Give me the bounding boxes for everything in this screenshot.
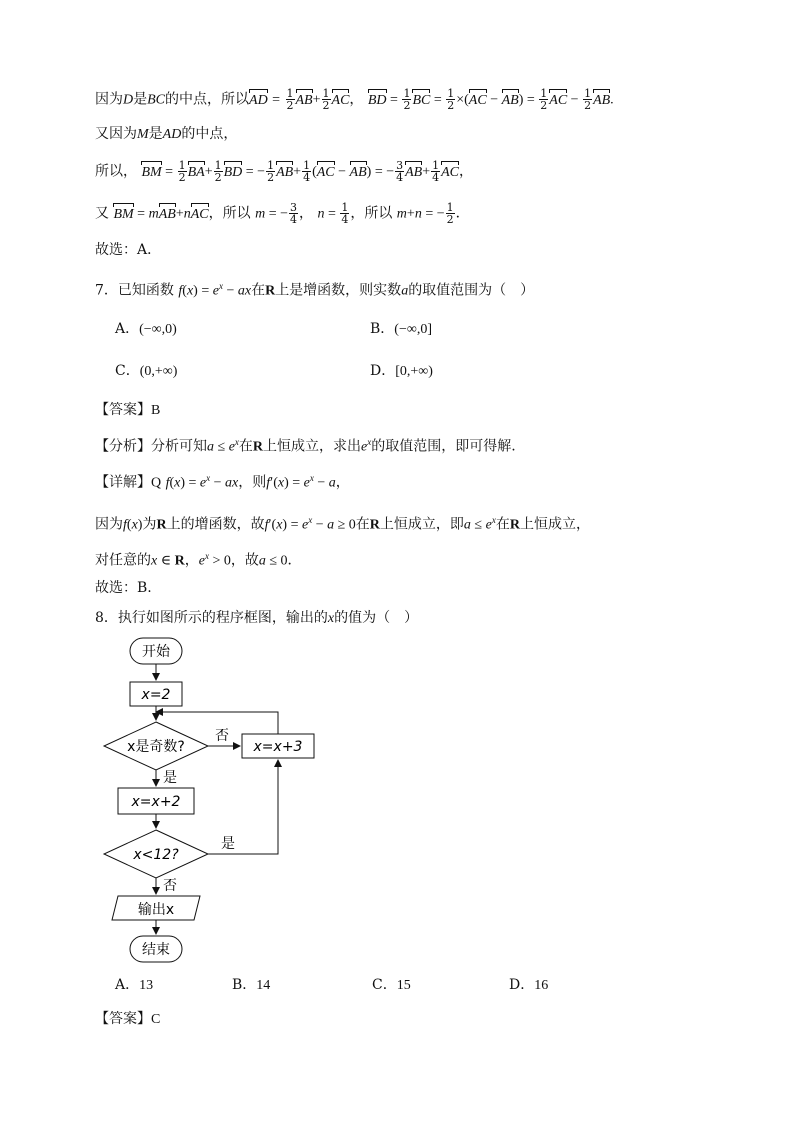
text: 分析可知 (151, 438, 207, 455)
flow-odd-text: x是奇数? (127, 739, 185, 755)
flow-end-text: 结束 (142, 942, 170, 958)
text: ， (184, 552, 199, 569)
option-value: 16 (534, 978, 549, 993)
answer-line-6: 故选：A． (95, 242, 162, 258)
solution-line-1: 因为D是BC的中点，所以AD = $\frac{1}{2}$ AB+ $\frac{1}{2}$ AC， BD = $\frac{1}{2}$ BC = $\frac{1}{2}$ ×(AC − AB) = $\frac{1}{2}$ AC − $\frac{1}{2}$ AB. (95, 87, 614, 112)
text: 7．已知函数 (95, 282, 174, 299)
q8-option-c[interactable] (372, 975, 411, 996)
answer-value: C (151, 1012, 161, 1027)
flow-no1-label: 否 (215, 728, 229, 744)
q7-detail-3: 对任意的x ∈ R，$e^x > 0$，故a ≤ 0． (95, 551, 302, 569)
text: 的取值范围为（ ） (408, 282, 535, 299)
answer-tag: 【答案】 (95, 402, 151, 418)
flow-init-text: x=2 (141, 687, 171, 703)
option-label: A． (115, 977, 140, 993)
text: 在 (355, 516, 370, 533)
text: 的值为（ ） (334, 610, 419, 626)
text: 又 (95, 205, 109, 222)
text: 在 (238, 438, 253, 455)
flow-yes2-label: 是 (221, 836, 235, 852)
q8-option-d[interactable] (509, 975, 548, 996)
answer-value: B (151, 403, 161, 418)
flow-less12-text: x<12? (133, 847, 179, 863)
text: ． (287, 552, 302, 569)
text: 的中点，所以 (165, 91, 250, 108)
text: ， (349, 91, 364, 108)
flow-add2-text: x=x+2 (131, 794, 181, 810)
option-value: 13 (139, 978, 154, 993)
text: 为 (142, 516, 157, 533)
flowchart (0, 632, 794, 972)
text: Q (151, 475, 162, 491)
q7-option-d[interactable] (370, 361, 433, 382)
q7-detail-1: 【详解】Q $f(x) = e^x$ − ax，则$f'(x) = e^x - a$， (95, 473, 350, 491)
option-value: (0,+∞) (139, 364, 178, 379)
option-value: 15 (396, 978, 411, 993)
solution-line-4: 又 BM = mAB+nAC，所以 m = − $\frac{3}{4}$ ， n = $\frac{1}{4}$ ，所以 m+n = − $\frac{1}{2}$ ． (95, 201, 470, 226)
text: ． (455, 205, 470, 222)
flow-start-text: 开始 (142, 644, 170, 660)
solution-line-2: 又因为M是AD的中点， (95, 126, 238, 142)
option-label: B． (370, 321, 395, 337)
question-8-stem: 8．执行如图所示的程序框图，输出的x的值为（ ） (95, 610, 419, 626)
text: 是 (133, 91, 148, 108)
text: 是 (148, 126, 163, 142)
option-label: C． (115, 363, 140, 379)
detail-tag: 【详解】 (95, 474, 151, 491)
question-7-stem: 7．已知函数 $f(x) = e^x$ − ax在R上是增函数，则实数a的取值范围为（ ） (95, 281, 535, 299)
q7-answer (95, 400, 160, 421)
q8-option-b[interactable] (232, 975, 270, 996)
text: 对任意的 (95, 552, 151, 569)
option-value: (−∞,0] (394, 322, 432, 337)
q8-answer (95, 1009, 160, 1030)
option-label: D． (509, 977, 535, 993)
q8-option-a[interactable] (115, 975, 153, 996)
text: 在 (495, 516, 510, 533)
text: 所以， (95, 163, 137, 180)
text: ，所以 (208, 205, 251, 222)
option-label: C． (372, 977, 397, 993)
q7-detail-2: 因为f(x)为R上的增函数，故$f'(x) = e^x - a \ge 0$在R上恒成立，即$a \le e^x$在R上恒成立， (95, 515, 590, 533)
text: ，则 (238, 474, 267, 491)
analysis-tag: 【分析】 (95, 438, 151, 455)
solution-line-3: 所以， BM = $\frac{1}{2}$ BA+ $\frac{1}{2}$ BD = − $\frac{1}{2}$ AB+ $\frac{1}{4}$ (AC − AB) = − $\frac{3}{4}$ AB+ $\frac{1}{4}$ AC， (95, 159, 474, 184)
text: 上恒成立， (519, 516, 590, 533)
text: ，所以 (350, 205, 393, 222)
text: ，故 (230, 552, 259, 569)
q7-option-b[interactable] (370, 319, 432, 340)
text: 在 (251, 282, 266, 299)
flow-output-text: 输出x (137, 902, 175, 918)
q7-option-c[interactable] (115, 361, 177, 382)
text: 8．执行如图所示的程序框图，输出的 (95, 610, 328, 626)
flow-add3-text: x=x+3 (253, 739, 303, 755)
text: 又因为 (95, 126, 137, 142)
q7-choose: 故选：B. (95, 580, 152, 596)
option-value: [0,+∞) (395, 364, 433, 379)
text: 上恒成立，求出 (263, 438, 362, 455)
text: ， (298, 205, 313, 222)
option-label: A． (115, 321, 140, 337)
flow-yes1-label: 是 (163, 770, 177, 786)
flow-no2-label: 否 (163, 878, 177, 894)
text: 上是增函数，则实数 (275, 282, 402, 299)
option-label: D． (370, 363, 396, 379)
text: 因为 (95, 91, 123, 108)
text: 上的增函数，故 (166, 516, 265, 533)
option-value: (−∞,0) (139, 322, 177, 337)
answer-tag: 【答案】 (95, 1011, 151, 1027)
text: 上恒成立，即 (379, 516, 464, 533)
q7-option-a[interactable] (115, 319, 177, 340)
option-value: 14 (256, 978, 271, 993)
text: ， (335, 474, 350, 491)
option-label: B． (232, 977, 257, 993)
text: 的中点， (181, 126, 238, 142)
q7-analysis: 【分析】分析可知$a \le e^x$在R上恒成立，求出$e^x$的取值范围，即可得解. (95, 437, 516, 455)
text: 因为 (95, 516, 123, 533)
text: 的取值范围，即可得解. (371, 438, 516, 455)
